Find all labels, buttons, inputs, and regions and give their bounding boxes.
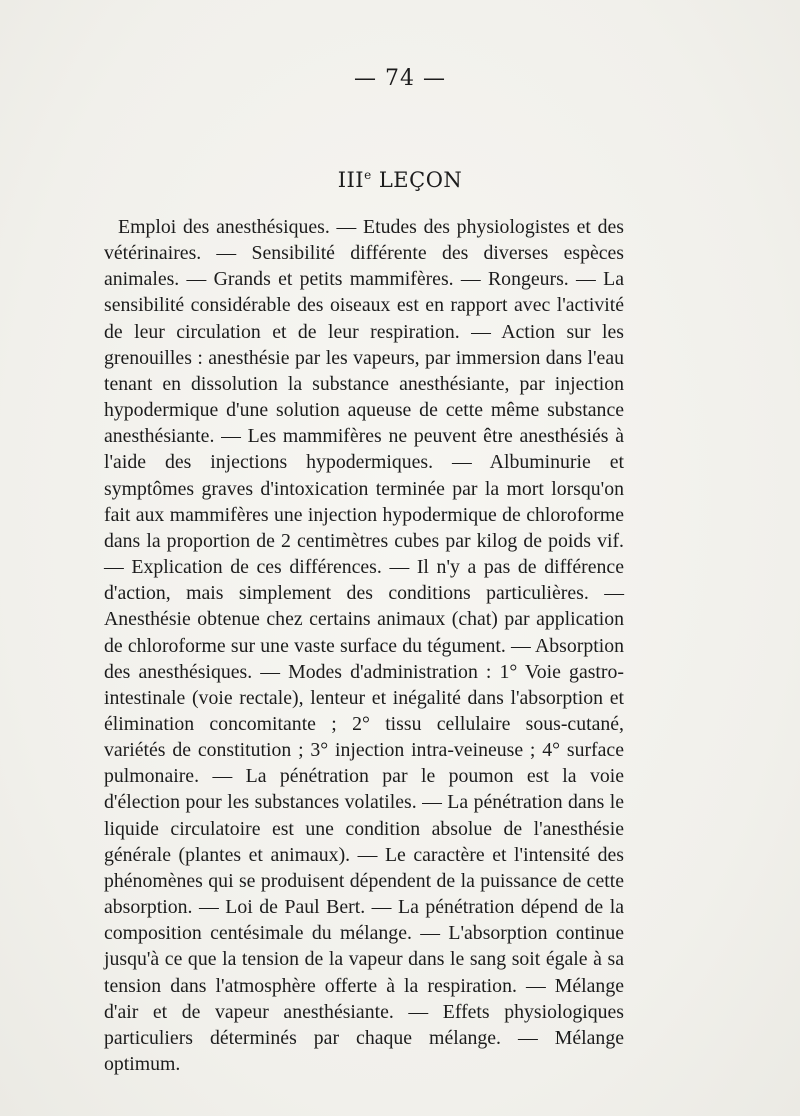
page-number: — 74 — (354, 66, 446, 91)
lesson-ordinal-suffix: e (364, 168, 372, 182)
lesson-heading (0, 168, 800, 192)
lesson-title: LEÇON (371, 168, 463, 192)
lesson-summary-paragraph: Emploi des anesthésiques. — Etudes des physiologistes et des vétérinaires. — Sensibilité différente des diverses espèces animales. — Grands et petits mammifères. — Rongeurs. — La sensibilité considérable des oiseaux est en rapport avec l'activité de leur circulation et de leur respiration. — Action sur les grenouilles : anesthésie par les vapeurs, par immersion dans l'eau tenant en dissolution la substance anesthésiante, par injection hypodermique d'une solution aqueuse de cette même substance anesthésiante. — Les mammifères ne peuvent être anesthésiés à l'aide des injections hypodermiques. — Albuminurie et symptômes graves d'intoxication terminée par la mort lorsqu'on fait aux mammifères une injection hypodermique de chloroforme dans la proportion de 2 centimètres cubes par kilog de poids vif. — Explication de ces différences. — Il n'y a pas de différence d'action, mais simplement des conditions particulières. — Anesthésie obtenue chez certains animaux (chat) par application de chloroforme sur une vaste surface du tégument. — Absorption des anesthésiques. — Modes d'administration : 1° Voie gastro-intestinale (voie rectale), lenteur et inégalité dans l'absorption et élimination concomitante ; 2° tissu cellulaire sous-cutané, variétés de constitution ; 3° injection intra-veineuse ; 4° surface pulmonaire. — La pénétration par le poumon est la voie d'élection pour les substances volatiles. — La pénétration dans le liquide circulatoire est une condition absolue de l'anesthésie générale (plantes et animaux). — Le caractère et l'intensité des phénomènes qui se produisent dépendent de la puissance de cette absorption. — Loi de Paul Bert. — La pénétration dépend de la composition centésimale du mélange. — L'absorption continue jusqu'à ce que la tension de la vapeur dans le sang soit égale à sa tension dans l'atmosphère offerte à la respiration. — Mélange d'air et de vapeur anesthésiante. — Effets physiologiques particuliers déterminés par chaque mélange. — Mélange optimum. (104, 216, 624, 1075)
lesson-roman-numeral: III (337, 168, 365, 192)
